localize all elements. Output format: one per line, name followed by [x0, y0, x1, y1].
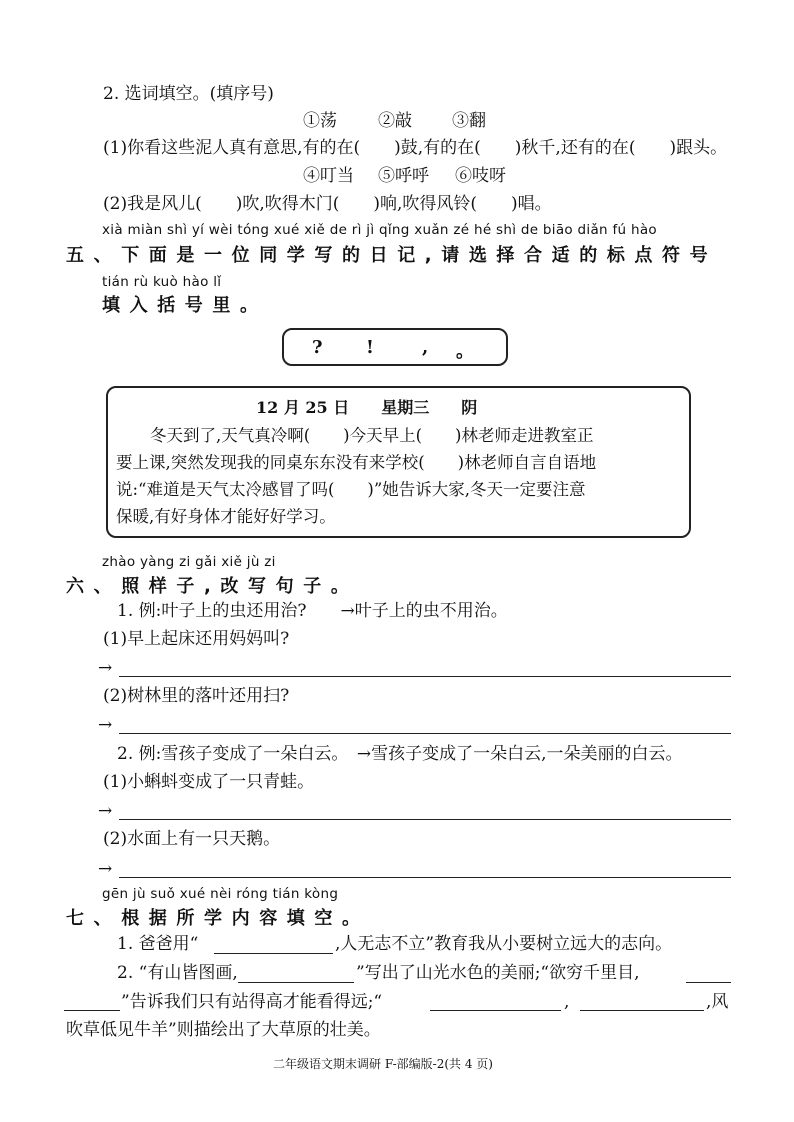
q2-title: 2. 选词填空。(填序号): [103, 84, 274, 104]
punct-comma: ,: [422, 337, 429, 358]
diary-line-4: 保暖,有好身体才能好好学习。: [116, 507, 336, 526]
fill-blank[interactable]: [238, 982, 354, 983]
q2-option-1: ①荡: [303, 111, 337, 131]
answer-line[interactable]: [119, 819, 731, 820]
q2-option-3: ③翻: [452, 111, 486, 131]
sec6-ex2-question-2: (2)水面上有一只天鹅。: [103, 829, 281, 849]
sec6-example-1: 1. 例:叶子上的虫还用治? →叶子上的虫不用治。: [117, 601, 508, 621]
q2-sentence-1: (1)你看这些泥人真有意思,有的在( )鼓,有的在( )秋千,还有的在( )跟头。: [103, 138, 728, 158]
q2-option-6: ⑥吱呀: [455, 166, 506, 186]
sec5-title-2: 填入括号里。: [102, 295, 268, 316]
q2-option-2: ②敲: [378, 111, 412, 131]
diary-line-1: 冬天到了,天气真冷啊( )今天早上( )林老师走进教室正: [150, 426, 594, 445]
sec7-q2-end: 吹草低见牛羊”则描绘出了大草原的壮美。: [66, 1020, 381, 1040]
sec7-title: 七、根据所学内容填空。: [66, 908, 370, 929]
sec5-pinyin-2: tián rù kuò hào lǐ: [102, 274, 222, 290]
sec6-ex1-question-2: (2)树林里的落叶还用扫?: [103, 686, 290, 706]
diary-line-3: 说:“难道是天气太冷感冒了吗( )”她告诉大家,冬天一定要注意: [116, 480, 586, 499]
sec6-title: 六、照样子,改写句子。: [66, 576, 359, 597]
answer-arrow: →: [98, 801, 113, 821]
punct-question: ?: [312, 337, 323, 358]
answer-arrow: →: [98, 859, 113, 879]
answer-line[interactable]: [119, 877, 731, 878]
sec7-q2-comma: ,: [564, 992, 570, 1012]
sec7-q2-wind: ,风: [706, 992, 729, 1012]
answer-line[interactable]: [119, 733, 731, 734]
q2-option-4: ④叮当: [303, 166, 354, 186]
fill-blank[interactable]: [214, 953, 333, 954]
sec7-q1-suffix: ,人无志不立”教育我从小要树立远大的志向。: [335, 934, 673, 954]
page-footer: 二年级语文期末调研 F-部编版-2(共 4 页): [273, 1057, 493, 1071]
diary-line-2: 要上课,突然发现我的同桌东东没有来学校( )林老师自言自语地: [116, 453, 597, 472]
punct-exclamation: !: [366, 337, 374, 358]
sec7-q2-middle: ”写出了山光水色的美丽;“欲穷千里目,: [356, 963, 640, 983]
fill-blank[interactable]: [64, 1010, 120, 1011]
answer-line[interactable]: [119, 676, 731, 677]
diary-header: 12 月 25 日 星期三 阴: [256, 398, 478, 417]
sec5-title-1: 五、下面是一位同学写的日记,请选择合适的标点符号: [66, 245, 718, 266]
fill-blank[interactable]: [686, 982, 731, 983]
diary-box: [106, 386, 691, 538]
sec6-ex2-question-1: (1)小蝌蚪变成了一只青蛙。: [103, 772, 315, 792]
sec7-q1-prefix: 1. 爸爸用“: [117, 934, 199, 954]
q2-option-5: ⑤呼呼: [378, 166, 429, 186]
sec7-q2-continue: ”告诉我们只有站得高才能看得远;“: [121, 992, 383, 1012]
answer-arrow: →: [98, 715, 113, 735]
sec7-pinyin: gēn jù suǒ xué nèi róng tián kòng: [102, 886, 339, 902]
sec6-ex1-question-1: (1)早上起床还用妈妈叫?: [103, 629, 290, 649]
q2-sentence-2: (2)我是风儿( )吹,吹得木门( )响,吹得风铃( )唱。: [103, 194, 552, 214]
fill-blank[interactable]: [430, 1010, 561, 1011]
punctuation-box: [282, 328, 508, 366]
punct-period: 。: [456, 341, 474, 362]
sec6-example-2: 2. 例:雪孩子变成了一朵白云。 →雪孩子变成了一朵白云,一朵美丽的白云。: [117, 744, 683, 764]
sec6-pinyin: zhào yàng zi gǎi xiě jù zi: [102, 554, 276, 570]
sec7-q2-prefix: 2. “有山皆图画,: [117, 963, 238, 983]
sec5-pinyin-1: xià miàn shì yí wèi tóng xué xiě de rì jì qǐng xuǎn zé hé shì de biāo diǎn fú hào: [102, 222, 657, 238]
fill-blank[interactable]: [580, 1010, 704, 1011]
answer-arrow: →: [98, 658, 113, 678]
